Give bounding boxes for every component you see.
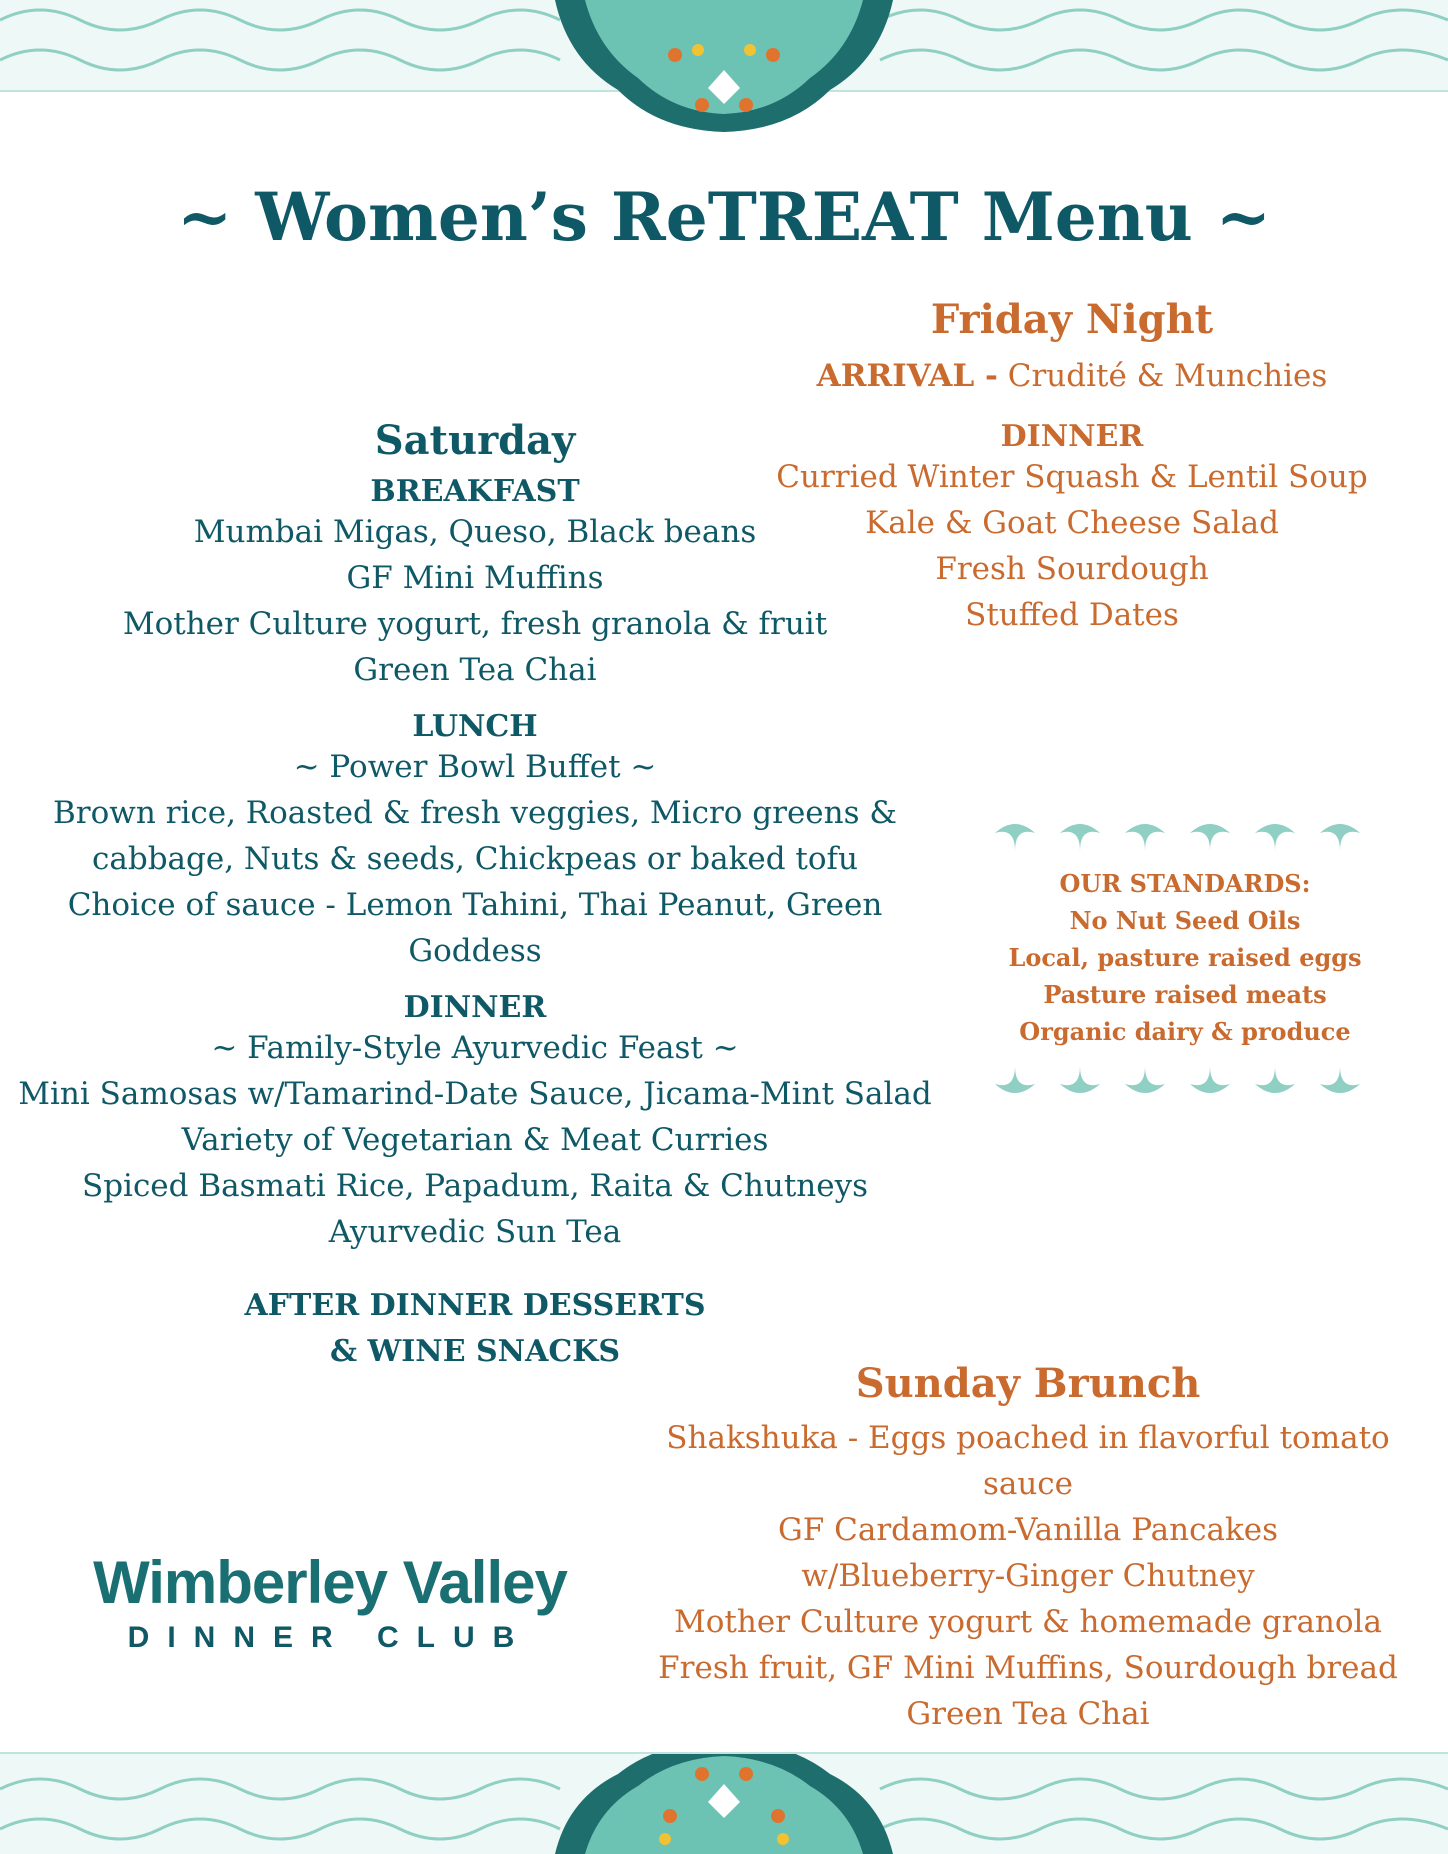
friday-dinner-item: Stuffed Dates (965, 597, 1179, 633)
friday-dinner-item: Fresh Sourdough (935, 551, 1209, 587)
flourish-divider-icon (980, 1062, 1390, 1102)
flourish-divider-icon (980, 815, 1390, 855)
breakfast-item: Mother Culture yogurt, fresh granola & fruit (122, 606, 828, 642)
page-title: ~ Women’s ReTREAT Menu ~ (176, 178, 1272, 256)
sunday-section (620, 1360, 1436, 1737)
sunday-item: Mother Culture yogurt & homemade granola (674, 1604, 1382, 1640)
saturday-dinner-item: Variety of Vegetarian & Meat Curries (181, 1122, 769, 1158)
friday-dinner-item: Kale & Goat Cheese Salad (865, 505, 1279, 541)
lunch-item: cabbage, Nuts & seeds, Chickpeas or baked tofu (92, 841, 858, 877)
after-dinner-label: AFTER DINNER DESSERTS (244, 1288, 706, 1323)
standards-box (980, 865, 1390, 1106)
wine-snacks-label: & WINE SNACKS (330, 1334, 620, 1369)
saturday-dinner-label: DINNER (403, 990, 547, 1025)
logo-club: DINNER CLUB (127, 1621, 533, 1654)
sunday-heading: Sunday Brunch (855, 1360, 1201, 1407)
ornament-medallion-icon (0, 0, 1448, 135)
standards-line: Pasture raised meats (1043, 980, 1327, 1009)
saturday-heading: Saturday (374, 417, 576, 464)
saturday-section (0, 417, 950, 1375)
sunday-item: Shakshuka - Eggs poached in flavorful tomato sauce (666, 1420, 1390, 1502)
lunch-item: Brown rice, Roasted & fresh veggies, Micro greens & (53, 795, 897, 831)
top-decorative-border (0, 0, 1448, 92)
standards-line: Local, pasture raised eggs (1008, 943, 1362, 972)
friday-dinner-label: DINNER (1000, 419, 1144, 454)
logo-name: Wimberley Valley (93, 1549, 567, 1616)
saturday-dinner-item: Mini Samosas w/Tamarind-Date Sauce, Jicama-Mint Salad (18, 1076, 932, 1112)
standards-heading: OUR STANDARDS: (1059, 869, 1311, 898)
breakfast-label: BREAKFAST (370, 474, 580, 509)
lunch-label: LUNCH (412, 709, 538, 744)
sunday-item: Fresh fruit, GF Mini Muffins, Sourdough bread (658, 1650, 1398, 1686)
bottom-decorative-border (0, 1752, 1448, 1854)
breakfast-item: GF Mini Muffins (346, 560, 604, 596)
saturday-dinner-item: ~ Family-Style Ayurvedic Feast ~ (211, 1030, 739, 1066)
arrival-text: Crudité & Munchies (1007, 358, 1328, 394)
sunday-item: GF Cardamom-Vanilla Pancakes (777, 1512, 1278, 1548)
brand-logo (70, 1548, 590, 1655)
sunday-item: w/Blueberry-Ginger Chutney (801, 1558, 1255, 1594)
breakfast-item: Mumbai Migas, Queso, Black beans (193, 514, 757, 550)
lunch-item: ~ Power Bowl Buffet ~ (293, 749, 657, 785)
arrival-label: ARRIVAL - (816, 358, 998, 394)
saturday-dinner-item: Ayurvedic Sun Tea (328, 1214, 622, 1250)
friday-dinner-item: Curried Winter Squash & Lentil Soup (776, 459, 1368, 495)
standards-line: Organic dairy & produce (1019, 1017, 1351, 1046)
lunch-item: Choice of sauce - Lemon Tahini, Thai Peanut, Green Goddess (67, 887, 883, 969)
ornament-medallion-icon (0, 1754, 1448, 1854)
sunday-item: Green Tea Chai (906, 1696, 1150, 1732)
saturday-dinner-item: Spiced Basmati Rice, Papadum, Raita & Chutneys (81, 1168, 869, 1204)
friday-heading: Friday Night (930, 296, 1214, 343)
standards-line: No Nut Seed Oils (1069, 906, 1301, 935)
breakfast-item: Green Tea Chai (353, 652, 597, 688)
friday-arrival-line (770, 353, 1374, 399)
